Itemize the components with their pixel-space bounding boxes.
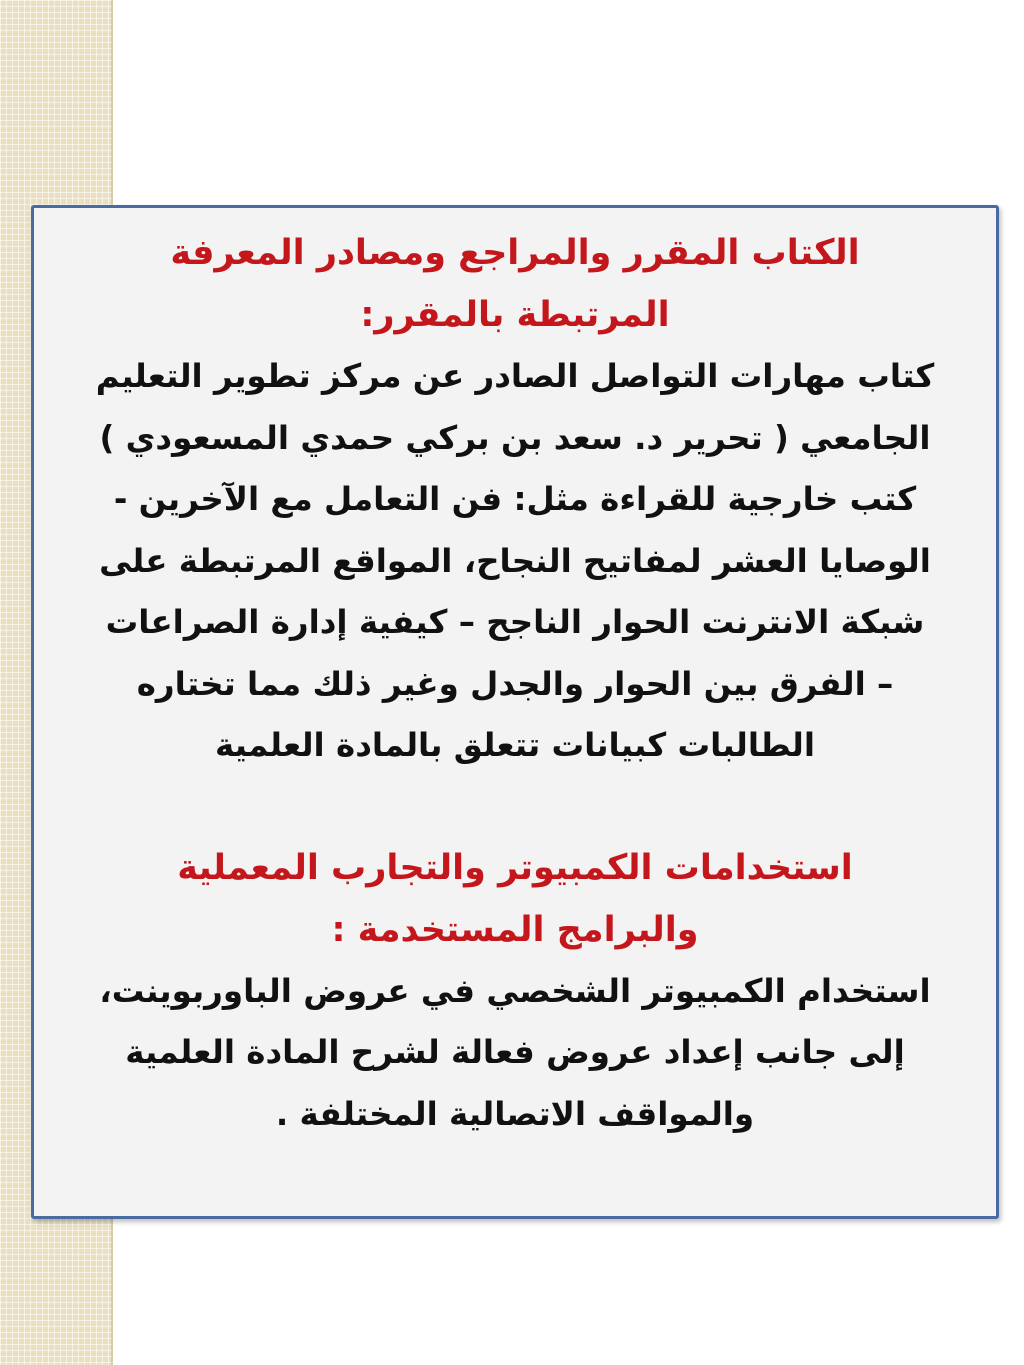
references-body-line-2: الجامعي ( تحرير د. سعد بن بركي حمدي المسعودي )	[99, 418, 931, 457]
computer-usage-heading-line-1: استخدامات الكمبيوتر والتجارب المعملية	[177, 847, 853, 888]
slide-content-box	[31, 205, 999, 1219]
computer-usage-body-line-1: استخدام الكمبيوتر الشخصي في عروض الباوربوينت،	[99, 971, 931, 1010]
section-spacer	[56, 777, 974, 837]
references-body-line-6: – الفرق بين الحوار والجدل وغير ذلك مما تختاره	[136, 664, 894, 703]
references-body-line-4: الوصايا العشر لمفاتيح النجاح، المواقع المرتبطة على	[99, 541, 931, 580]
references-body-line-1: كتاب مهارات التواصل الصادر عن مركز تطوير التعليم	[95, 357, 935, 395]
references-body-line-3: كتب خارجية للقراءة مثل: فن التعامل مع الآخرين -	[113, 480, 917, 518]
references-heading-line-1: الكتاب المقرر والمراجع ومصادر المعرفة	[170, 233, 860, 273]
computer-usage-body-line-3: والمواقف الاتصالية المختلفة .	[275, 1094, 755, 1133]
references-body-line-5: شبكة الانترنت الحوار الناجح – كيفية إدارة الصراعات	[105, 603, 925, 641]
references-body-line-7: الطالبات كبيانات تتعلق بالمادة العلمية	[214, 726, 816, 764]
section-references	[56, 222, 974, 777]
references-heading-line-2: المرتبطة بالمقرر:	[360, 295, 670, 335]
computer-usage-body-line-2: إلى جانب إعداد عروض فعالة لشرح المادة العلمية	[125, 1033, 905, 1071]
section-computer-usage	[56, 837, 974, 1146]
computer-usage-heading-line-2: والبرامج المستخدمة :	[331, 909, 699, 950]
